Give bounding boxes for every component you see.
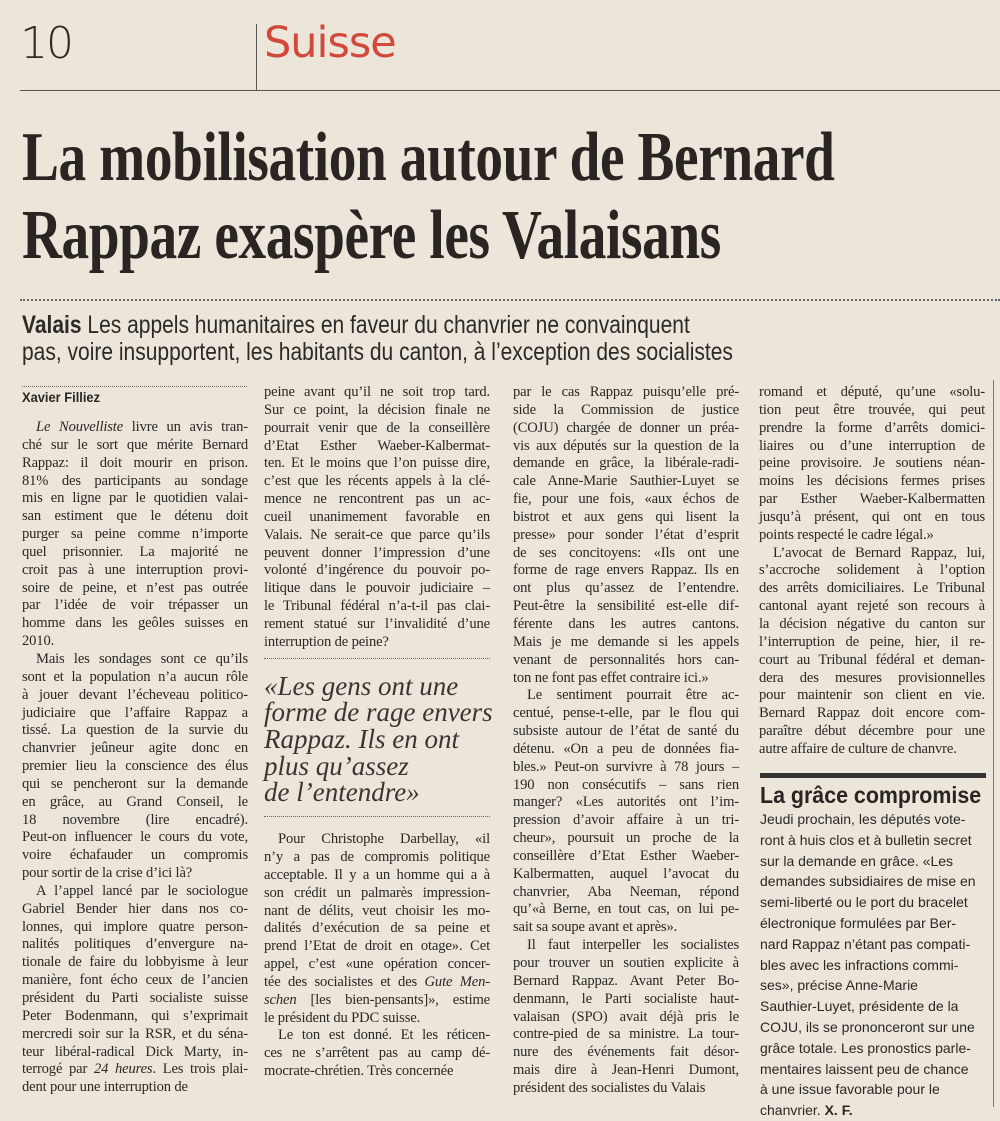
- text-line: premier lieu la conscience des élus: [22, 758, 248, 775]
- text-line: dent pour une interruption de: [22, 1079, 188, 1096]
- text-line: volonté d’ingérence du pouvoir po-: [264, 562, 490, 579]
- text-span: terrogé par: [22, 1061, 94, 1078]
- text-line: conseillère d’Etat Esther Waeber-: [513, 847, 739, 864]
- box-text-line: [760, 1017, 986, 1038]
- text-line: cheur», poursuit un proche de la: [513, 830, 739, 847]
- text-line: denmann, le Parti socialiste haut-: [513, 990, 739, 1007]
- text-line: homme dans les geôles suisses en: [22, 615, 248, 632]
- text-line: prendre la forme d’arrêts domici-: [759, 419, 985, 436]
- article-column-1: [22, 419, 248, 1097]
- box-text: ront à huis clos et à bulletin secret: [760, 831, 972, 848]
- text-line: paraître début décembre pour une: [759, 723, 985, 740]
- text-line: dalités d’exécution de sa peine et: [264, 920, 490, 937]
- box-text: demandes subsidiaires de mise en: [760, 873, 976, 890]
- text-line: points respecté le cadre légal.»: [759, 526, 934, 543]
- text-span: livre un avis tran-: [123, 419, 248, 435]
- text-line: A l’appel lancé par le sociologue: [36, 882, 248, 899]
- right-rule: [993, 380, 994, 1107]
- text-line: président des socialistes du Valais: [513, 1079, 706, 1096]
- text-line: le président du PDC suisse.: [264, 1009, 421, 1026]
- paragraph: [22, 419, 248, 651]
- text-line: qu’«à Berne, en tout cas, on lui pe-: [513, 901, 739, 918]
- text-line: Kalbermatten, auquel l’avocat du: [513, 865, 739, 882]
- text-line: rement statué sur l’invalidité d’une: [264, 615, 490, 632]
- text-line: autre affaire de culture de chanvre.: [759, 740, 957, 757]
- text-line: acceptable. Il y a un homme qui a à: [264, 866, 490, 883]
- text-line: romand et député, qu’une «solu-: [759, 384, 985, 400]
- text-line: Le sentiment pourrait être ac-: [527, 687, 739, 704]
- box-text-line: [760, 934, 986, 955]
- box-text: mentaires laissent peu de chance: [760, 1060, 969, 1077]
- text-line: Sur ce point, la décision finale ne: [264, 401, 490, 418]
- text-line: nant de délits, veut choisir les mo-: [264, 902, 490, 919]
- text-line: s’accroche solidement à l’option: [759, 562, 985, 579]
- box-text-line: [760, 851, 986, 872]
- text-line: par le cas Rappaz puisqu’elle pré-: [513, 384, 739, 400]
- box-text: nard Rappaz n’étant pas compati-: [760, 935, 971, 952]
- text-line: [264, 992, 490, 1010]
- article-column-3: [513, 384, 739, 1098]
- text-line: cale Anne-Marie Sauthier-Luyet se: [513, 473, 739, 490]
- italic-text: 24 heures: [93, 1061, 153, 1078]
- text-line: [264, 974, 490, 992]
- box-text-line: [760, 1100, 986, 1121]
- box-text-line: [760, 892, 986, 913]
- text-line: la décision négative du canton sur: [759, 615, 985, 632]
- text-line: venant de personnalités hors can-: [513, 651, 739, 668]
- text-line: à jouer devant l’écheveau politico-: [22, 686, 248, 703]
- text-line: ten. Et le moins que l’on puisse dire,: [264, 455, 490, 472]
- text-line: qui se pencheront sur la demande: [22, 775, 248, 792]
- text-line: teur libéral-radical Dick Marty, in-: [22, 1043, 248, 1060]
- box-text-line: [760, 996, 986, 1017]
- text-line: Peut-être la sensibilité est-elle dif-: [513, 598, 739, 615]
- text-line: quel prisonnier. La majorité ne: [22, 543, 248, 560]
- text-line: par Esther Waeber-Kalbermatten: [759, 491, 985, 508]
- box-text: électronique formulées par Ber-: [760, 914, 957, 931]
- headline-line-1: La mobilisation autour de Bernard: [22, 119, 835, 196]
- text-line: croit pas à une interruption provi-: [22, 561, 248, 578]
- box-text-line: [760, 975, 986, 996]
- text-span: . Les trois plai-: [152, 1061, 248, 1078]
- text-line: par l’idée de voir trépasser un: [22, 597, 248, 614]
- subheadline-line-2: pas, voire insupportent, les habitants du canton, à l’exception des socialistes: [22, 338, 733, 366]
- text-line: 190 non consécutifs – sans rien: [513, 776, 739, 793]
- text-line: 81% des participants au sondage: [22, 472, 248, 489]
- text-line: demande en grâce, la libérale-radi-: [513, 455, 739, 472]
- text-line: lonnes, qui implore quatre person-: [22, 918, 248, 935]
- paragraph: [264, 1027, 490, 1081]
- text-line: ché sur le sort que mérite Bernard: [22, 436, 248, 453]
- text-line: pour maintenir son client en vie.: [759, 687, 985, 704]
- text-line: Il faut interpeller les socialistes: [527, 937, 739, 954]
- text-line: l’interruption de peine, hier, il re-: [759, 633, 985, 650]
- text-line: mence ne rencontrent pas un ac-: [264, 491, 490, 508]
- text-line: tionale de faire du lobbyisme à leur: [22, 954, 248, 971]
- box-text: COJU, ils se prononceront sur une: [760, 1018, 975, 1035]
- paragraph: [759, 384, 985, 545]
- text-line: litique dans le pouvoir judiciaire –: [264, 580, 490, 597]
- subhead-text: Les appels humanitaires en faveur du chanvrier ne convainquent: [81, 311, 690, 339]
- paragraph: [513, 687, 739, 937]
- text-line: Peter Bodenmann, qui s’exprimait: [22, 1007, 248, 1024]
- box-text-line: [760, 913, 986, 934]
- text-line: n’y a pas de compromis politique: [264, 849, 490, 866]
- text-line: pression d’avoir affaire à un tri-: [513, 812, 739, 829]
- text-line: Mais les sondages sont ce qu’ils: [36, 650, 248, 667]
- text-line: manière, font écho ceux de l’ancien: [22, 972, 248, 989]
- text-line: [22, 1061, 248, 1079]
- box-text: Sauthier-Luyet, présidente de la: [760, 998, 959, 1015]
- text-line: pour sortir de la crise d’ici là?: [22, 865, 193, 882]
- text-line: pourrait venir que de la conseillère: [264, 419, 490, 436]
- text-line: ont plus qu’assez de l’entendre.: [513, 580, 739, 597]
- text-line: détenu. «On a peu de données fia-: [513, 740, 739, 757]
- box-text-line: [760, 1038, 986, 1059]
- text-line: nure des événements fait désor-: [513, 1044, 739, 1061]
- article-column-2: [264, 384, 493, 1081]
- text-line: san estiment que le détenu doit: [22, 508, 248, 525]
- text-line: cueil unanimement favorable en: [264, 508, 490, 525]
- box-text-line: [760, 1079, 986, 1100]
- text-line: peine avant qu’il ne soit trop tard.: [264, 384, 490, 400]
- subhead-kicker: Valais: [22, 311, 82, 339]
- text-line: soire de peine, et n’est pas outrée: [22, 579, 248, 596]
- box-text: grâce totale. Les pronostics parle-: [760, 1039, 971, 1056]
- text-line: chanvrier, Aba Neeman, répond: [513, 883, 739, 900]
- text-line: mocrate-chrétien. Très concernée: [264, 1063, 454, 1080]
- text-line: nalités politiques d’envergure na-: [22, 936, 248, 953]
- text-line: ton ne font pas effet contraire ici.»: [513, 669, 709, 686]
- italic-text: Gute Men-: [424, 973, 490, 990]
- box-text: chanvrier.: [760, 1102, 821, 1119]
- author-byline: Xavier Filliez: [22, 389, 101, 405]
- text-line: des arrêts domiciliaires. Le Tribunal: [759, 580, 985, 597]
- text-line: interruption de peine?: [264, 633, 389, 650]
- pull-quote-line: forme de rage envers: [264, 697, 493, 728]
- text-line: d’Etat Esther Waeber-Kalbermat-: [264, 437, 490, 454]
- text-line: président du Parti socialiste suisse: [22, 990, 248, 1006]
- text-line: liaires ou d’une interruption de: [759, 437, 985, 454]
- text-line: Gabriel Bender hier dans nos co-: [22, 900, 248, 917]
- pull-quote-line: «Les gens ont une: [264, 670, 459, 701]
- box-text-line: [760, 871, 986, 892]
- article-column-4: [759, 384, 985, 759]
- box-text-line: [760, 809, 986, 830]
- box-text-line: [760, 830, 986, 851]
- text-line: mais dire à Jean-Henri Dumont,: [513, 1062, 739, 1079]
- text-line: jusqu’à présent, qui ont en tous: [759, 508, 985, 525]
- text-line: Pour Christophe Darbellay, «il: [278, 831, 490, 848]
- text-line: le Tribunal fédéral n’a-t-il pas clai-: [264, 598, 490, 615]
- paragraph: [759, 545, 985, 759]
- text-line: sont et la population n’a aucun rôle: [22, 668, 248, 685]
- text-line: c’est que les récents appels à la clé-: [264, 473, 490, 490]
- text-line: centué, pense-t-elle, par le flou qui: [513, 705, 739, 722]
- italic-text: schen: [264, 991, 297, 1008]
- text-line: peine provisoire. Je soutiens néan-: [759, 455, 985, 472]
- text-line: presse» pour sonder l’état d’esprit: [513, 526, 739, 543]
- paragraph: [264, 384, 490, 652]
- text-line: contre-pied de sa ministre. La tour-: [513, 1026, 739, 1043]
- text-line: voire échafauder un compromis: [22, 847, 248, 864]
- text-line: cantonal ayant rejeté son recours à: [759, 598, 985, 615]
- text-line: [22, 419, 248, 437]
- text-line: de ses concitoyens: «Ils ont une: [513, 544, 739, 561]
- text-line: 18 novembre (lire encadré).: [22, 811, 248, 828]
- text-span: [les bien-pensants]», estime: [296, 991, 490, 1008]
- text-line: valaisan (SPO) avait déjà pris le: [513, 1008, 739, 1025]
- text-line: en grâce, au Grand Conseil, le: [22, 793, 248, 810]
- header-divider: [256, 24, 257, 91]
- box-text-line: [760, 1059, 986, 1080]
- headline-line-2: Rappaz exaspère les Valaisans: [22, 197, 721, 274]
- text-line: purger sa peine comme n’importe: [22, 526, 248, 543]
- text-line: sait sa soupe avant et après».: [513, 919, 678, 936]
- text-line: tion peut être trouvée, qui peut: [759, 401, 985, 418]
- text-line: Mais je me demande si les appels: [513, 633, 739, 650]
- pull-quote: [264, 658, 493, 818]
- paragraph: [22, 651, 248, 883]
- text-line: (COJU) chargée de donner un préa-: [513, 419, 739, 436]
- box-title: La grâce compromise: [760, 782, 982, 808]
- text-line: forme de rage envers Rappaz. Ils en: [513, 562, 739, 579]
- text-line: Valais. Ne serait-ce que parce qu’ils: [264, 526, 490, 543]
- subheadline-line-1: [22, 311, 690, 340]
- text-line: vis aux députés sur la question de la: [513, 437, 739, 454]
- paragraph: [22, 883, 248, 1097]
- box-text: à une issue favorable pour le: [760, 1081, 940, 1098]
- section-title: Suisse: [264, 18, 396, 68]
- text-line: Le ton est donné. Et les réticen-: [278, 1027, 490, 1044]
- text-line: dera des mesures provisionnelles: [759, 669, 985, 686]
- text-line: prend l’Etat de droit en otage». Cet: [264, 938, 490, 955]
- text-line: L’avocat de Bernard Rappaz, lui,: [773, 544, 985, 561]
- text-line: ces ne s’arrêtent pas au camp dé-: [264, 1045, 490, 1062]
- box-text-line: [760, 955, 986, 976]
- text-line: Bernard Rappaz doit encore com-: [759, 705, 985, 722]
- text-line: Bernard Rappaz. Avant Peter Bo-: [513, 972, 739, 989]
- page-number: 10: [20, 18, 72, 69]
- box-text: bles avec les infractions commi-: [760, 956, 959, 973]
- text-line: Peut-on influencer le cours du vote,: [22, 829, 248, 846]
- box-signature: X. F.: [824, 1102, 853, 1119]
- text-line: peuvent donner l’impression d’une: [264, 544, 490, 561]
- text-line: bistrot et aux gens qui lisent la: [513, 508, 739, 525]
- text-line: judiciaire que l’affaire Rappaz a: [22, 704, 248, 721]
- header-rule: [20, 90, 1000, 91]
- text-line: manger? «Les autorités ont l’im-: [513, 794, 739, 811]
- paragraph: [513, 937, 739, 1098]
- text-line: moins les décisions fermes prises: [759, 473, 985, 490]
- box-top-bar: [760, 773, 986, 778]
- author-rule: [22, 386, 247, 387]
- pull-quote-line: de l’entendre»: [264, 777, 420, 808]
- sidebar-box: [760, 773, 986, 1121]
- text-line: side la Commission de justice: [513, 401, 739, 418]
- pull-quote-line: plus qu’assez: [264, 750, 409, 781]
- italic-text: Le Nouvelliste: [36, 419, 124, 435]
- text-line: 2010.: [22, 633, 55, 650]
- dotted-rule: [20, 299, 1000, 301]
- text-line: chanvrier jeûneur agite donc en: [22, 740, 248, 757]
- box-text: ses», précise Anne-Marie: [760, 977, 918, 994]
- text-line: tissé. La question de la survie du: [22, 722, 248, 739]
- text-line: court au Tribunal fédéral et deman-: [759, 651, 985, 668]
- box-text: sur la demande en grâce. «Les: [760, 852, 954, 869]
- paragraph: [513, 384, 739, 687]
- text-line: férente dans les autres cantons.: [513, 615, 739, 632]
- box-text: Jeudi prochain, les députés vote-: [760, 811, 966, 827]
- text-line: mis en ligne par le quotidien valai-: [22, 490, 248, 507]
- text-line: pour trouver un soutien explicite à: [513, 955, 739, 971]
- paragraph: [264, 831, 490, 1027]
- box-body: [760, 809, 986, 1121]
- text-line: bles.» Peut-on survivre à 78 jours –: [513, 758, 739, 775]
- box-text: semi-liberté ou le port du bracelet: [760, 894, 968, 911]
- pull-quote-line: Rappaz. Ils en ont: [264, 724, 459, 755]
- text-line: subsiste autour de l’état de santé du: [513, 723, 739, 740]
- text-span: tée des socialistes et des: [264, 973, 425, 990]
- text-line: mercredi soir sur la RSR, et du séna-: [22, 1025, 248, 1042]
- text-line: fie, pour une fois, «aux échos de: [513, 491, 739, 508]
- text-line: Rappaz: il doit mourir en prison.: [22, 454, 248, 471]
- text-line: appel, c’est «une opération concer-: [264, 956, 490, 973]
- text-line: son crédit un palmarès impression-: [264, 884, 490, 901]
